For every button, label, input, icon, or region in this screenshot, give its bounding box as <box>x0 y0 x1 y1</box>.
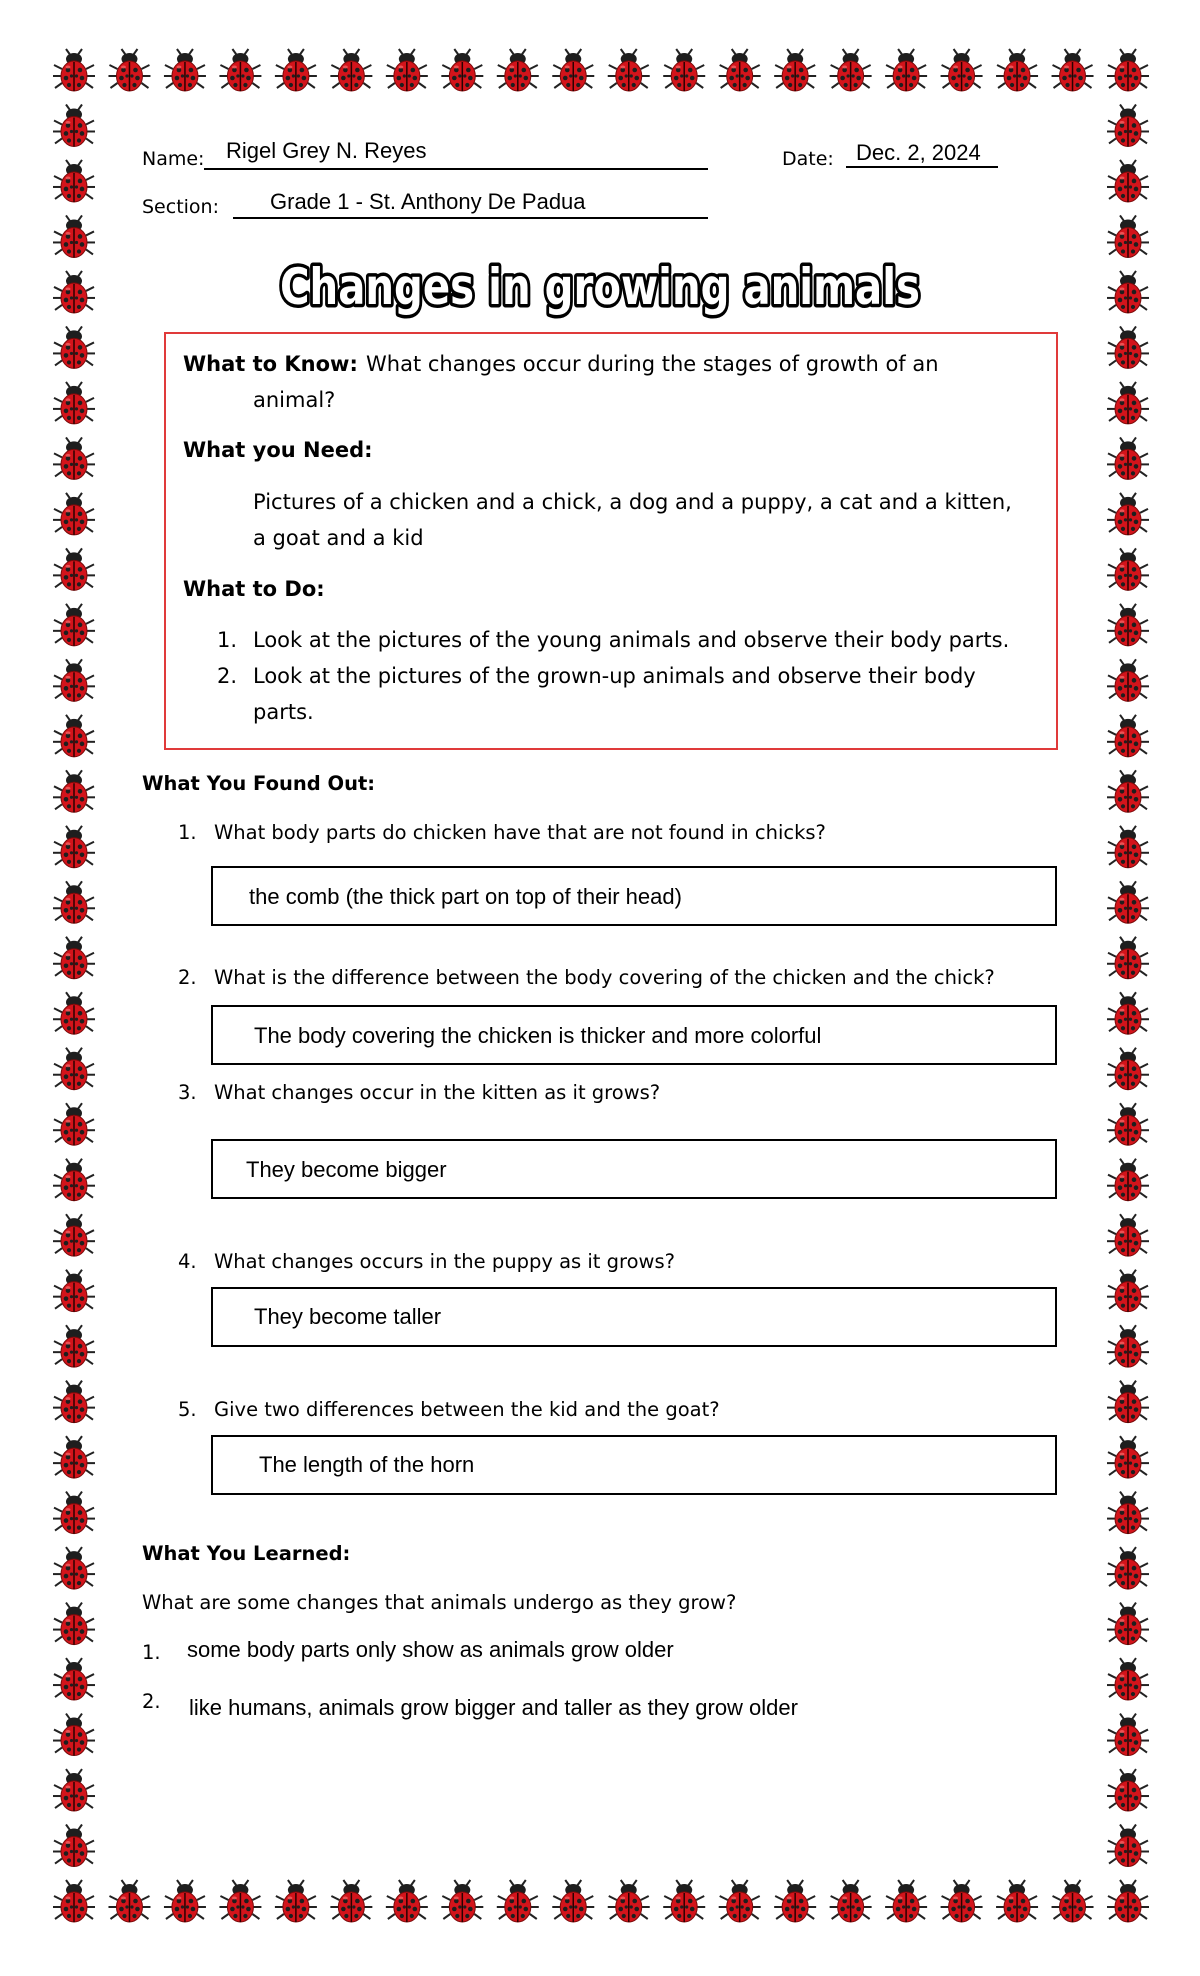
ladybug-icon <box>275 49 317 91</box>
ladybug-icon <box>1107 604 1149 646</box>
ladybug-icon <box>608 1880 650 1922</box>
ladybug-icon <box>53 49 95 91</box>
ladybug-icon <box>53 992 95 1034</box>
ladybug-icon <box>1107 493 1149 535</box>
need-label: What you Need: <box>183 438 373 462</box>
ladybug-icon <box>608 49 650 91</box>
ladybug-icon <box>53 215 95 257</box>
ladybug-icon <box>164 49 206 91</box>
ladybug-icon <box>53 104 95 146</box>
ladybug-icon <box>330 49 372 91</box>
do-label: What to Do: <box>183 577 325 601</box>
ladybug-icon <box>996 49 1038 91</box>
ladybug-icon <box>1107 437 1149 479</box>
ladybug-icon <box>53 1825 95 1867</box>
ladybug-icon <box>830 1880 872 1922</box>
ladybug-icon <box>1107 715 1149 757</box>
ladybug-icon <box>53 1214 95 1256</box>
ladybug-icon <box>830 49 872 91</box>
ladybug-icon <box>774 49 816 91</box>
ladybug-icon <box>719 49 761 91</box>
ladybug-icon <box>1107 992 1149 1034</box>
need-text-1: Pictures of a chicken and a chick, a dog and a puppy, a cat and a kitten, <box>253 490 1012 514</box>
ladybug-icon <box>1107 326 1149 368</box>
ladybug-icon <box>1107 1492 1149 1534</box>
ladybug-icon <box>53 1436 95 1478</box>
title-text-fill: Changes in growing animals <box>280 258 920 316</box>
learned-answer-1-text[interactable]: some body parts only show as animals grow older <box>187 1637 674 1662</box>
ladybug-icon <box>941 1880 983 1922</box>
ladybug-icon <box>719 1880 761 1922</box>
ladybug-icon <box>1107 271 1149 313</box>
answer-2-text[interactable]: The body covering the chicken is thicker and more colorful <box>254 1023 822 1048</box>
section-underline <box>233 217 708 219</box>
ladybug-icon <box>552 49 594 91</box>
ladybug-icon <box>53 493 95 535</box>
ladybug-icon <box>774 1880 816 1922</box>
question-1-text: What body parts do chicken have that are not found in chicks? <box>214 821 826 844</box>
learned-heading: What You Learned: <box>142 1542 351 1565</box>
ladybug-icon <box>1107 1658 1149 1700</box>
learned-answer-2-text[interactable]: like humans, animals grow bigger and taller as they grow older <box>189 1695 798 1720</box>
ladybug-icon <box>497 49 539 91</box>
know-label: What to Know: <box>183 352 358 376</box>
ladybug-icon <box>1107 881 1149 923</box>
step-2-text-2: parts. <box>253 700 314 724</box>
ladybug-icon <box>53 1381 95 1423</box>
ladybug-icon <box>1107 548 1149 590</box>
question-1-num: 1. <box>178 821 197 844</box>
ladybug-icon <box>53 659 95 701</box>
ladybug-icon <box>663 1880 705 1922</box>
ladybug-icon <box>53 1658 95 1700</box>
ladybug-icon <box>53 937 95 979</box>
question-5-num: 5. <box>178 1398 197 1421</box>
learned-question: What are some changes that animals undergo as they grow? <box>142 1591 737 1614</box>
ladybug-icon <box>441 1880 483 1922</box>
ladybug-icon <box>53 715 95 757</box>
ladybug-icon <box>552 1880 594 1922</box>
ladybug-icon <box>1107 1381 1149 1423</box>
ladybug-icon <box>53 604 95 646</box>
ladybug-icon <box>219 1880 261 1922</box>
ladybug-icon <box>1107 1214 1149 1256</box>
know-text-2: animal? <box>253 388 336 412</box>
date-value[interactable]: Dec. 2, 2024 <box>856 140 981 165</box>
ladybug-icon <box>1107 1825 1149 1867</box>
learned-answer-1-num: 1. <box>142 1641 161 1664</box>
ladybug-icon <box>1052 1880 1094 1922</box>
ladybug-icon <box>1107 1048 1149 1090</box>
ladybug-icon <box>1107 937 1149 979</box>
answer-1-text[interactable]: the comb (the thick part on top of their head) <box>249 884 682 909</box>
ladybug-icon <box>53 1769 95 1811</box>
ladybug-icon <box>497 1880 539 1922</box>
answer-3-text[interactable]: They become bigger <box>246 1157 447 1182</box>
question-2-num: 2. <box>178 966 197 989</box>
ladybug-icon <box>996 1880 1038 1922</box>
ladybug-icon <box>1107 1769 1149 1811</box>
ladybug-icon <box>1107 1325 1149 1367</box>
ladybug-icon <box>1107 1547 1149 1589</box>
know-text-1: What changes occur during the stages of growth of an <box>366 352 939 376</box>
ladybug-icon <box>885 49 927 91</box>
step-1-num: 1. <box>217 628 238 652</box>
ladybug-icon <box>53 881 95 923</box>
what-to-know-box <box>164 332 1058 750</box>
found-out-heading: What You Found Out: <box>142 772 376 795</box>
ladybug-icon <box>53 160 95 202</box>
worksheet-title <box>260 248 940 328</box>
ladybug-icon <box>53 548 95 590</box>
ladybug-icon <box>386 1880 428 1922</box>
ladybug-icon <box>1107 826 1149 868</box>
ladybug-icon <box>1107 1714 1149 1756</box>
name-label: Name: <box>142 148 205 170</box>
ladybug-icon <box>53 1880 95 1922</box>
ladybug-icon <box>219 49 261 91</box>
ladybug-icon <box>885 1880 927 1922</box>
ladybug-icon <box>53 437 95 479</box>
ladybug-icon <box>53 1325 95 1367</box>
step-2-num: 2. <box>217 664 238 688</box>
ladybug-icon <box>1107 1603 1149 1645</box>
ladybug-icon <box>1107 382 1149 424</box>
ladybug-icon <box>53 1270 95 1312</box>
question-3-num: 3. <box>178 1081 197 1104</box>
ladybug-icon <box>1107 659 1149 701</box>
ladybug-icon <box>53 271 95 313</box>
ladybug-icon <box>441 49 483 91</box>
need-text-2: a goat and a kid <box>253 526 424 550</box>
question-3-text: What changes occur in the kitten as it grows? <box>214 1081 661 1104</box>
ladybug-icon <box>1107 1159 1149 1201</box>
learned-answer-2-num: 2. <box>142 1690 161 1713</box>
date-label: Date: <box>782 148 834 170</box>
ladybug-icon <box>1107 215 1149 257</box>
question-4-text: What changes occurs in the puppy as it grows? <box>214 1250 675 1273</box>
ladybug-icon <box>53 1547 95 1589</box>
ladybug-icon <box>1107 49 1149 91</box>
ladybug-icon <box>1107 1103 1149 1145</box>
ladybug-icon <box>53 1103 95 1145</box>
name-value[interactable]: Rigel Grey N. Reyes <box>226 138 427 163</box>
ladybug-icon <box>663 49 705 91</box>
ladybug-icon <box>53 1159 95 1201</box>
name-underline <box>204 168 708 170</box>
question-2-text: What is the difference between the body covering of the chicken and the chick? <box>214 966 995 989</box>
step-1-text: Look at the pictures of the young animals and observe their body parts. <box>253 628 1010 652</box>
section-value[interactable]: Grade 1 - St. Anthony De Padua <box>270 189 586 214</box>
ladybug-icon <box>941 49 983 91</box>
ladybug-icon <box>275 1880 317 1922</box>
ladybug-icon <box>53 1714 95 1756</box>
ladybug-icon <box>108 1880 150 1922</box>
ladybug-icon <box>53 770 95 812</box>
ladybug-icon <box>53 826 95 868</box>
ladybug-icon <box>53 1603 95 1645</box>
answer-4-text[interactable]: They become taller <box>254 1304 442 1329</box>
ladybug-icon <box>1052 49 1094 91</box>
ladybug-icon <box>1107 1436 1149 1478</box>
ladybug-icon <box>108 49 150 91</box>
ladybug-icon <box>1107 1880 1149 1922</box>
ladybug-icon <box>53 382 95 424</box>
ladybug-icon <box>386 49 428 91</box>
answer-5-text[interactable]: The length of the horn <box>259 1452 475 1477</box>
section-label: Section: <box>142 196 219 218</box>
date-underline <box>846 166 998 168</box>
ladybug-icon <box>1107 1270 1149 1312</box>
question-5-text: Give two differences between the kid and the goat? <box>214 1398 720 1421</box>
ladybug-icon <box>1107 104 1149 146</box>
ladybug-icon <box>330 1880 372 1922</box>
ladybug-icon <box>53 1048 95 1090</box>
question-4-num: 4. <box>178 1250 197 1273</box>
ladybug-icon <box>164 1880 206 1922</box>
ladybug-icon <box>53 1492 95 1534</box>
step-2-text-1: Look at the pictures of the grown-up animals and observe their body <box>253 664 976 688</box>
ladybug-icon <box>1107 770 1149 812</box>
ladybug-icon <box>1107 160 1149 202</box>
ladybug-icon <box>53 326 95 368</box>
title-text-outline: Changes in growing animals <box>280 258 920 316</box>
